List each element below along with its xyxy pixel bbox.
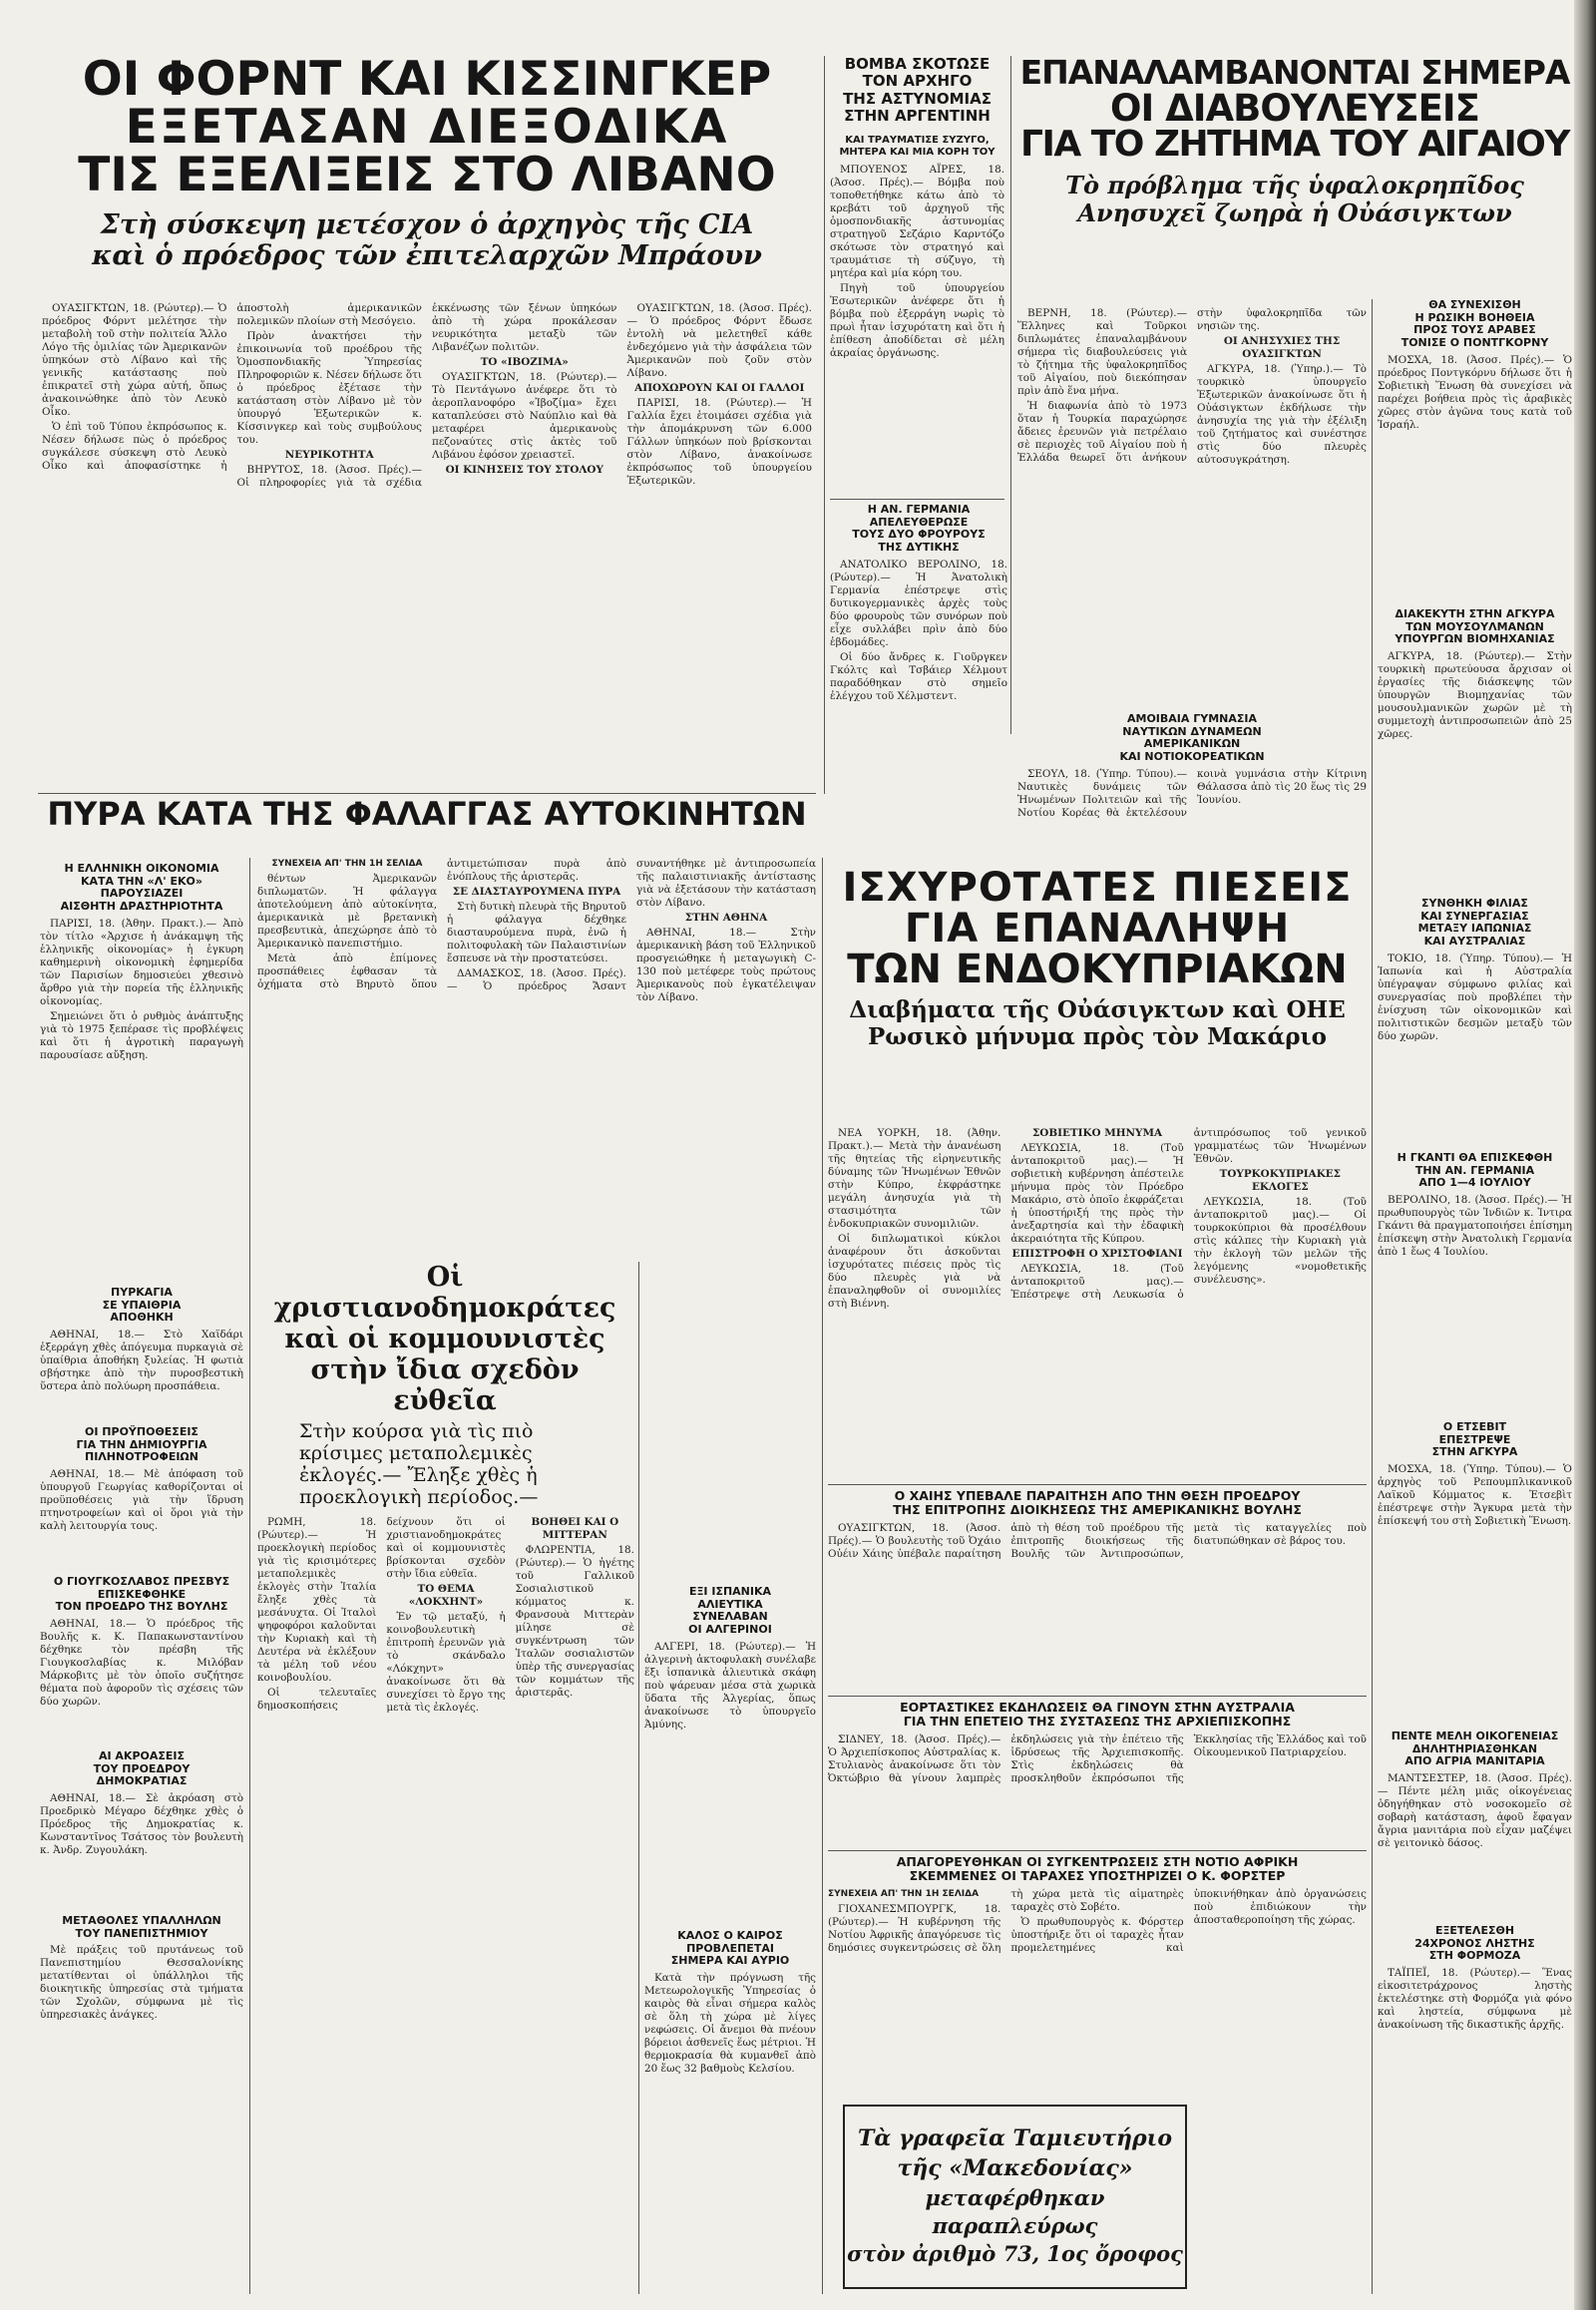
poultry-headline-3: ΠΙΛΗΝΟΤΡΟΦΕΙΩΝ xyxy=(84,1450,199,1464)
japan-australia-headline-3: ΜΕΤΑΞΥ ΙΑΠΩΝΙΑΣ xyxy=(1417,922,1532,936)
hearings-paragraph: ΑΘΗΝΑΙ, 18.— Σὲ ἀκρόαση στὸ Προεδρικὸ Μέγαρο δέχθηκε χθὲς ὁ Πρόεδρος τῆς Δημοκρατίας κ. Κωνσταντῖνος Τσάτσος τὸν βουλευτὴ κ. Ἀνδρ. Ζυγουλάκη. xyxy=(40,1791,243,1856)
italy-paragraph: ΦΛΩΡΕΝΤΙΑ, 18. (Ρώυτερ).— Ὁ ἡγέτης τοῦ Γαλλικοῦ Σοσιαλιστικοῦ κόμματος κ. Φρανσουὰ Μιττερὰν μίλησε σὲ συγκέντρωση τῶν Ἰταλῶν σοσιαλιστῶν ὑπὲρ τῆς συνεργασίας τῶν κομμάτων τῆς ἀριστερᾶς. xyxy=(515,1544,634,1699)
column-rule xyxy=(1010,56,1011,734)
main-headline-line-1: ΟΙ ΦΟΡΝΤ ΚΑΙ ΚΙΣΣΙΝΓΚΕΡ xyxy=(82,52,772,107)
column-rule xyxy=(249,858,250,2294)
main-headline-subtitle-1: Στὴ σύσκεψη μετέσχον ὁ ἀρχηγὸς τῆς CIA xyxy=(100,208,754,240)
cyprus-subhead: ΣΟΒΙΕΤΙΚΟ ΜΗΝΥΜΑ xyxy=(1031,1127,1163,1139)
main-article-paragraph: ΒΗΡΥΤΟΣ, 18. (Ἀσοσ. Πρές).— Οἱ πληροφορίες γιὰ τὰ σχέδια ἐκκένωσης τῶν ξένων ὑπηκόων ἀπὸ τὴ χώρα προκάλεσαν νευρικότητα μεταξὺ τῶν Λιβανέζων πολιτῶν. xyxy=(236,302,617,489)
italy-subhead: ΤΟ ΘΕΜΑ «ΛΟΚΧΗΝΤ» xyxy=(408,1583,484,1608)
naval-exercise-headline-4: ΚΑΙ ΝΟΤΙΟΚΟΡΕΑΤΙΚΩΝ xyxy=(1119,749,1265,763)
aegean-headline-block xyxy=(1015,53,1574,305)
main-article-subhead: ΝΕΥΡΙΚΟΤΗΤΑ xyxy=(284,449,374,461)
south-africa-headline-2: ΣΚΕΜΜΕΝΕΣ ΟΙ ΤΑΡΑΧΕΣ ΥΠΟΣΤΗΡΙΖΕΙ Ο Κ. ΦΟΡΣΤΕΡ xyxy=(909,1868,1286,1884)
cyprus-paragraph: ΝΕΑ ΥΟΡΚΗ, 18. (Ἀθην. Πρακτ.).— Μετὰ τὴν ἀνανέωση τῆς θητείας τῆς εἰρηνευτικῆς δύναμης τῶν Ἡνωμένων Ἐθνῶν στὴν Κύπρο, ἐκφράστηκε μεγάλη ἀνησυχία γιὰ τὴ στασιμότητα τῶν ἐνδοκυπριακῶν συνομιλιῶν. xyxy=(828,1127,1001,1230)
fire-convoy-paragraph: ΔΑΜΑΣΚΟΣ, 18. (Ἀσοσ. Πρές).— Ὁ πρόεδρος Ἄσαντ συναντήθηκε μὲ ἀντιπροσωπεία τῆς παλαιστινιακῆς ἀντίστασης γιὰ νὰ ἐξετάσουν τὴν κατάσταση στὸν Λίβανο. xyxy=(447,858,816,992)
fire-convoy-continuation: ΣΥΝΕΧΕΙΑ ΑΠ' ΤΗΝ 1Η ΣΕΛΙΔΑ xyxy=(271,859,423,869)
spain-algeria-article xyxy=(644,1586,816,1815)
cyprus-headline-line-1: ΙΣΧΥΡΟΤΑΤΕΣ ΠΙΕΣΕΙΣ xyxy=(842,865,1353,911)
main-article-paragraph: ΟΥΑΣΙΓΚΤΩΝ, 18. (Ρώυτερ).— Τὸ Πεντάγωνο ἀνέφερε ὅτι τὸ ἀεροπλανοφόρο «Ἰβοζίμα» ἔχει καταπλεύσει στὸ Ναύπλιο καὶ θὰ μεταφέρει ἀμερικανοὺς πεζοναύτες στὶς ἀκτὲς τοῦ Λιβάνου ἐφόσον χρειαστεῖ. xyxy=(432,371,617,461)
advert-line-2: τῆς «Μακεδονίας» xyxy=(897,2154,1133,2181)
section-rule xyxy=(828,1850,1367,1851)
athens-fire-paragraph: ΑΘΗΝΑΙ, 18.— Στὸ Χαϊδάρι ἐξερράγη χθὲς ἀπόγευμα πυρκαγιὰ σὲ ὑπαίθρια ἀποθήκη ξυλείας. Ἡ φωτιὰ σβήστηκε ἀπὸ τὴν πυροσβεστικὴ ὕστερα ἀπὸ πολύωρη προσπάθεια. xyxy=(40,1328,243,1392)
section-rule xyxy=(830,499,1004,500)
australia-paragraph: ΣΙΔΝΕΥ, 18. (Ἀσοσ. Πρές).— Ὁ Ἀρχιεπίσκοπος Αὐστραλίας κ. Στυλιανὸς ἀνακοίνωσε ὅτι τὸν Ὀκτώβριο θὰ γίνουν λαμπρὲς ἐκδηλώσεις γιὰ τὴν ἐπέτειο τῆς ἱδρύσεως τῆς Ἀρχιεπισκοπῆς. Στὶς ἐκδηλώσεις θὰ προσκληθοῦν ἐκπρόσωποι τῆς Ἐκκλησίας τῆς Ἑλλάδος καὶ τοῦ Οἰκουμενικοῦ Πατριαρχείου. xyxy=(828,1732,1367,1784)
university-paragraph: Μὲ πράξεις τοῦ πρυτάνεως τοῦ Πανεπιστημίου Θεσσαλονίκης μετατίθενται οἱ ὑπάλληλοι τῆς διοικητικῆς ὑπηρεσίας στὰ τμήματα τῶν Σχολῶν, σύμφωνα μὲ τὶς ὑπηρεσιακὲς ἀνάγκες. xyxy=(40,1944,243,2022)
south-africa-continuation: ΣΥΝΕΧΕΙΑ ΑΠ' ΤΗΝ 1Η ΣΕΛΙΔΑ xyxy=(828,1888,980,1899)
turkey-muslims-article xyxy=(1378,608,1572,868)
main-headline-line-2: ΕΞΕΤΑΣΑΝ ΔΙΕΞΟΔΙΚΑ xyxy=(125,99,729,155)
aegean-headline-line-2: ΟΙ ΔΙΑΒΟΥΛΕΥΣΕΙΣ xyxy=(1110,86,1479,130)
turkey-muslims-headline-2: ΤΩΝ ΜΟΥΣΟΥΛΜΑΝΩΝ xyxy=(1405,619,1544,633)
main-article-body xyxy=(42,302,812,786)
cyprus-subtitle-2: Ρωσικὸ μήνυμα πρὸς τὸν Μακάριο xyxy=(867,1022,1327,1050)
economy-headline-1: Η ΕΛΛΗΝΙΚΗ ΟΙΚΟΝΟΜΙΑ xyxy=(64,862,219,875)
haig-article xyxy=(828,1489,1367,1689)
haig-headline-1: Ο ΧΑΙΗΣ ΥΠΕΒΑΛΕ ΠΑΡΑΙΤΗΣΗ ΑΠΟ ΤΗΝ ΘΕΣΗ ΠΡΟΕΔΡΟΥ xyxy=(894,1488,1301,1503)
university-article xyxy=(40,1915,243,2294)
aegean-headline-line-1: ΕΠΑΝΑΛΑΜΒΑΝΟΝΤΑΙ ΣΗΜΕΡΑ xyxy=(1019,53,1570,92)
advert-line-3: μεταφέρθηκαν παραπλεύρως xyxy=(925,2184,1105,2239)
main-article-paragraph: Ὁ ἐπὶ τοῦ Τύπου ἐκπρόσωπος κ. Νέσεν δήλωσε πὼς ὁ πρόεδρος συγκάλεσε σύσκεψη στὸ Λευκὸ Οἶκο καὶ ἀποφασίστηκε ἡ ἀποστολὴ ἀμερικανικῶν πολεμικῶν πλοίων στὴ Μεσόγειο. xyxy=(42,302,422,472)
south-africa-paragraph: ΓΙΟΧΑΝΕΣΜΠΟΥΡΓΚ, 18. (Ρώυτερ).— Ἡ κυβέρνηση τῆς Νοτίου Ἀφρικῆς ἀπαγόρευσε τὶς δημόσιες συγκεντρώσεις σὲ ὅλη τὴ χώρα μετὰ τὶς αἱματηρὲς ταραχὲς στὸ Σοβέτο. xyxy=(828,1887,1184,1954)
italy-subhead: ΒΟΗΘΕΙ ΚΑΙ Ο ΜΙΤΤΕΡΑΝ xyxy=(531,1516,619,1541)
spain-algeria-headline-1: ΕΞΙ ΙΣΠΑΝΙΚΑ xyxy=(688,1585,772,1598)
fire-convoy-headline: ΠΥΡΑ ΚΑΤΑ ΤΗΣ ΦΑΛΑΓΓΑΣ ΑΥΤΟΚΙΝΗΤΩΝ xyxy=(47,795,807,833)
australia-headline-2: ΓΙΑ ΤΗΝ ΕΠΕΤΕΙΟ ΤΗΣ ΣΥΣΤΑΣΕΩΣ ΤΗΣ ΑΡΧΙΕΠΙΣΚΟΠΗΣ xyxy=(903,1714,1292,1730)
economy-paragraph: ΠΑΡΙΣΙ, 18. (Ἀθην. Πρακτ.).— Ἀπὸ τὸν τίτλο «Ἀρχισε ἡ ἀνάκαμψη τῆς ἑλληνικῆς οἰκονομίας» ἡ ἐγκυρη καθημερινὴ οἰκονομικὴ ἐφημερίδα τῶν Παρισίων δημοσιεύει χθεσινὸ ἄρθρο γιὰ τὴν πορεία τῆς ἑλληνικῆς οἰκονομίας. xyxy=(40,917,243,1007)
russian-aid-headline-4: ΤΟΝΙΣΕ Ο ΠΟΝΤΓΚΟΡΝΥ xyxy=(1400,335,1549,349)
gandhi-article xyxy=(1378,1152,1572,1401)
uk-family-headline-2: ΔΗΛΗΤΗΡΙΑΣΘΗΚΑΝ xyxy=(1411,1741,1538,1755)
yugoslav-headline-3: ΤΟΝ ΠΡΟΕΔΡΟ ΤΗΣ ΒΟΥΛΗΣ xyxy=(55,1600,228,1614)
economy-headline-2: ΚΑΤΑ ΤΗΝ «Λ' ΕΚΟ» xyxy=(81,874,202,888)
turkey-muslims-paragraph: ΑΓΚΥΡΑ, 18. (Ρώυτερ).— Στὴν τουρκικὴ πρωτεύουσα ἄρχισαν οἱ ἐργασίες τῆς διάσκεψης τῶν ὑπουργῶν Βιομηχανίας τῶν μουσουλμανικῶν χωρῶν μὲ τὴ συμμετοχὴ ἀντιπροσωπειῶν ἀπὸ 25 χῶρες. xyxy=(1378,649,1572,740)
fire-convoy-paragraph: θέντων Ἀμερικανῶν διπλωματῶν. Ἡ φάλαγγα ἀποτελούμενη ἀπὸ αὐτοκίνητα, ἀμερικανικὰ μὲ βρετανικὴ πρεσβευτικὰ, ἀπεχώρησε ἀπὸ τὸ Ἀμερικανικὸ πανεπιστήμιο. xyxy=(257,873,437,950)
aegean-subtitle-1: Τὸ πρόβλημα τῆς ὑφαλοκρηπῖδος xyxy=(1065,171,1524,200)
uk-family-headline-1: ΠΕΝΤΕ ΜΕΛΗ ΟΙΚΟΓΕΝΕΙΑΣ xyxy=(1391,1730,1559,1742)
weather-headline-2: ΠΡΟΒΛΕΠΕΤΑΙ xyxy=(686,1941,774,1955)
cyprus-subhead: ΤΟΥΡΚΟΚΥΠΡΙΑΚΕΣ ΕΚΛΟΓΕΣ xyxy=(1219,1168,1342,1193)
yugoslav-headline-1: Ο ΓΙΟΥΓΚΟΣΛΑΒΟΣ ΠΡΕΣΒΥΣ xyxy=(53,1575,230,1588)
japan-australia-headline-4: ΚΑΙ ΑΥΣΤΡΑΛΙΑΣ xyxy=(1423,934,1526,948)
germany-guards-headline-2: ΑΠΕΛΕΥΘΕΡΩΣΕ xyxy=(869,515,969,529)
italy-lead-block xyxy=(299,1421,618,1511)
argentina-headline-4: ΣΤΗΝ ΑΡΓΕΝΤΙΝΗ xyxy=(844,106,991,125)
aegean-article-body xyxy=(1017,307,1367,746)
cyprus-headline-line-3: ΤΩΝ ΕΝΔΟΚΥΠΡΙΑΚΩΝ xyxy=(847,946,1348,992)
russian-aid-article xyxy=(1378,299,1572,598)
main-article-paragraph: ΟΥΑΣΙΓΚΤΩΝ, 18. (Ἀσοσ. Πρές).— Ὁ πρόεδρος Φόρντ ἔδωσε ἐντολὴ νὰ μελετηθεῖ κάθε ἐνδεχόμενο γιὰ τὴν ἀσφάλεια τῶν Ἀμερικανῶν ποὺ ζοῦν στὸν Λίβανο. xyxy=(626,302,812,379)
russian-aid-headline-1: ΘΑ ΣΥΝΕΧΙΣΘΗ xyxy=(1428,298,1521,311)
cyprus-paragraph: ΛΕΥΚΩΣΙΑ, 18. (Τοῦ ἀνταποκριτοῦ μας).— Οἱ τουρκοκύπριοι θὰ προσέλθουν στὶς κάλπες τὴν Κυριακὴ γιὰ τὴν ἐκλογὴ τῶν μελῶν τῆς λεγόμενης «νομοθετικῆς συνέλευσης». xyxy=(1193,1196,1367,1286)
italy-paragraph: Οἱ τελευταῖες δημοσκοπήσεις δείχνουν ὅτι οἱ χριστιανοδημοκράτες καὶ οἱ κομμουνιστὲς βρίσκονται σχεδὸν στὴν ἴδια εὐθεῖα. xyxy=(257,1516,506,1712)
italy-paragraph: ΡΩΜΗ, 18. (Ρώυτερ).— Ἡ προεκλογικὴ περίοδος γιὰ τὶς κρισιμότερες μεταπολεμικὲς ἐκλογὲς στὴν Ἰταλία ἔληξε χθὲς τὰ μεσάνυχτα. Οἱ Ἰταλοὶ ψηφοφόροι καλοῦνται τὴν Κυριακὴ καὶ τὴ Δευτέρα νὰ ἐκλέξουν τὰ μέλη τοῦ νέου κοινοβουλίου. xyxy=(257,1516,377,1684)
uk-family-paragraph: ΜΑΝΤΣΕΣΤΕΡ, 18. (Ἀσοσ. Πρές).— Πέντε μέλη μιᾶς οἰκογένειας ὁδηγήθηκαν στὸ νοσοκομεῖο σὲ σοβαρὴ κατάσταση, ἀφοῦ ἔφαγαν ἄγρια μανιτάρια ποὺ εἶχαν μαζέψει σὲ γειτονικὸ δάσος. xyxy=(1378,1771,1572,1849)
germany-guards-headline-1: Η ΑΝ. ΓΕΡΜΑΝΙΑ xyxy=(867,503,971,516)
argentina-headline-2: ΤΟΝ ΑΡΧΗΓΟ xyxy=(862,72,973,91)
yugoslav-headline-2: ΕΠΙΣΚΕΦΘΗΚΕ xyxy=(97,1587,187,1601)
main-headline-line-3: ΤΙΣ ΕΞΕΛΙΞΕΙΣ ΣΤΟ ΛΙΒΑΝΟ xyxy=(78,147,776,202)
cyprus-paragraph: Οἱ διπλωματικοὶ κύκλοι ἀναφέρουν ὅτι ἀσκοῦνται ἰσχυρότατες πιέσεις πρὸς τὶς δύο πλευρὲς γιὰ νὰ ἐπαναληφθοῦν οἱ συνομιλίες στὴ Βιέννη. xyxy=(828,1233,1001,1310)
main-headline-subtitle-2: καὶ ὁ πρόεδρος τῶν ἐπιτελαρχῶν Μπράουν xyxy=(92,239,762,271)
cyprus-subhead: ΕΠΙΣΤΡΟΦΗ Ο ΧΡΙΣΤΟΦΙΑΝΙ xyxy=(1011,1248,1183,1260)
germany-guards-headline-3: ΤΟΥΣ ΔΥΟ ΦΡΟΥΡΟΥΣ xyxy=(852,528,986,542)
fire-convoy-headline-block xyxy=(38,795,816,858)
cyprus-headline-line-2: ΓΙΑ ΕΠΑΝΑΛΗΨΗ xyxy=(904,905,1291,952)
athens-fire-article xyxy=(40,1287,243,1416)
advert-line-4: στὸν ἀριθμὸ 73, 1ος ὄροφος xyxy=(847,2241,1183,2267)
uk-family-article xyxy=(1378,1731,1572,1910)
athens-fire-headline-2: ΣΕ ΥΠΑΙΘΡΙΑ xyxy=(102,1298,182,1312)
gandhi-headline-3: ΑΠΟ 1—4 ΙΟΥΛΙΟΥ xyxy=(1418,1176,1531,1190)
japan-australia-paragraph: ΤΟΚΙΟ, 18. (Ὑπηρ. Τύπου).— Ἡ Ἰαπωνία καὶ ἡ Αὐστραλία ὑπέγραψαν σύμφωνο φιλίας καὶ συνεργασίας ποὺ προβλέπει τὴν ἐνίσχυση τῶν οἰκονομικῶν καὶ πολιτιστικῶν δεσμῶν μεταξὺ τῶν δύο χωρῶν. xyxy=(1378,952,1572,1042)
fire-convoy-body xyxy=(257,858,816,1257)
yugoslav-paragraph: ΑΘΗΝΑΙ, 18.— Ὁ πρόεδρος τῆς Βουλῆς κ. Κ. Παπακωνσταντίνου δέχθηκε τὸν πρέσβη τῆς Γιουγκοσλαβίας κ. Μιλόβαν Μάρκοβιτς μὲ τὸν ὁποῖο συζήτησε θέματα ποὺ ἀφοροῦν τὶς σχέσεις τῶν δύο χωρῶν. xyxy=(40,1617,243,1708)
athens-fire-headline-3: ΑΠΟΘΗΚΗ xyxy=(110,1311,174,1325)
taiwan-headline-3: ΣΤΗ ΦΟΡΜΟΖΑ xyxy=(1428,1949,1521,1963)
weather-headline-3: ΣΗΜΕΡΑ ΚΑΙ ΑΥΡΙΟ xyxy=(670,1954,790,1968)
fire-convoy-paragraph: Στὴ δυτικὴ πλευρὰ τῆς Βηρυτοῦ ἡ φάλαγγα δέχθηκε διασταυρούμενα πυρὰ, ἐνῶ ἡ πολιτοφυλακὴ τῶν Παλαιστινίων ἔσπευσε νὰ τὴν προστατεύσει. xyxy=(447,901,626,964)
naval-exercise-headline-3: ΑΜΕΡΙΚΑΝΙΚΩΝ xyxy=(1143,737,1241,751)
aegean-subhead: ΟΙ ΑΝΗΣΥΧΙΕΣ ΤΗΣ ΟΥΑΣΙΓΚΤΩΝ xyxy=(1223,335,1341,360)
aegean-paragraph: ΒΕΡΝΗ, 18. (Ρώυτερ).— Ἕλληνες καὶ Τοῦρκοι διπλωμάτες ἐπαναλαμβάνουν σήμερα τὶς διαβουλεύσεις γιὰ τὸ ζήτημα τῆς ὑφαλοκρηπῖδος τοῦ Αἰγαίου, ποὺ διεκόπησαν πρὶν ἀπὸ ἕνα μήνα. xyxy=(1017,307,1187,397)
naval-exercise-paragraph: ΣΕΟΥΛ, 18. (Ὑπηρ. Τύπου).— Ναυτικὲς δυνάμεις τῶν Ἡνωμένων Πολιτειῶν καὶ τῆς Νοτίου Κορέας θὰ ἐκτελέσουν κοινὰ γυμνάσια στὴν Κίτρινη Θάλασσα ἀπὸ τὶς 20 ἕως τὶς 29 Ἰουνίου. xyxy=(1017,767,1367,819)
spain-algeria-paragraph: ΑΛΓΕΡΙ, 18. (Ρώυτερ).— Ἡ ἀλγερινὴ ἀκτοφυλακὴ συνέλαβε ἕξι ἰσπανικὰ ἁλιευτικὰ σκάφη ποὺ ψάρευαν μέσα στὰ χωρικὰ ὕδατα τῆς Ἀλγερίας, ὅπως ἀνακοίνωσε τὸ ὑπουργεῖο Ἀμύνης. xyxy=(644,1640,816,1731)
main-article-subhead: ΟΙ ΚΙΝΗΣΕΙΣ ΤΟΥ ΣΤΟΛΟΥ xyxy=(445,464,603,476)
turkey-muslims-headline-1: ΔΙΑΚΕΚΥΤΗ ΣΤΗΝ ΑΓΚΥΡΑ xyxy=(1395,607,1555,620)
weather-paragraph: Κατὰ τὴν πρόγνωση τῆς Μετεωρολογικῆς Ὑπηρεσίας ὁ καιρὸς θὰ εἶναι σήμερα καλὸς σὲ ὅλη τὴ χώρα μὲ λίγες νεφώσεις. Οἱ ἄνεμοι θὰ πνέουν βόρειοι ἀσθενεῖς ἕως μέτριοι. Ἡ θερμοκρασία θὰ κυμανθεῖ ἀπὸ 20 ἕως 32 βαθμοὺς Κελσίου. xyxy=(644,1971,816,2075)
economy-headline-4: ΑΙΣΘΗΤΗ ΔΡΑΣΤΗΡΙΟΤΗΤΑ xyxy=(60,899,223,913)
esevit-article xyxy=(1378,1421,1572,1651)
column-rule xyxy=(822,858,823,2294)
italy-lead: Στὴν κούρσα γιὰ τὶς πιὸ κρίσιμες μεταπολεμικὲς ἐκλογές.— Ἔληξε χθὲς ἡ προεκλογικὴ περίοδος.— xyxy=(299,1420,539,1508)
spain-algeria-headline-4: ΟΙ ΑΛΓΕΡΙΝΟΙ xyxy=(688,1622,772,1636)
section-rule xyxy=(38,793,816,794)
university-headline-1: ΜΕΤΑΘΟΛΕΣ ΥΠΑΛΛΗΛΩΝ xyxy=(62,1914,221,1927)
aegean-paragraph: Ἡ διαφωνία ἀπὸ τὸ 1973 ὅταν ἡ Τουρκία παραχώρησε ἄδειες ἐρευνῶν γιὰ πετρέλαιο σὲ περιοχὲς τοῦ Αἰγαίου ποὺ ἡ Ἑλλάδα θεωρεῖ ὅτι ἀνήκουν στὴν ὑφαλοκρηπῖδα τῶν νησιῶν της. xyxy=(1017,307,1367,464)
japan-australia-article xyxy=(1378,898,1572,1147)
germany-guards-article xyxy=(830,503,1007,702)
italy-headline-block xyxy=(255,1262,634,1421)
japan-australia-headline-2: ΚΑΙ ΣΥΝΕΡΓΑΣΙΑΣ xyxy=(1420,909,1529,923)
uk-family-headline-3: ΑΠΟ ΑΓΡΙΑ ΜΑΝΙΤΑΡΙΑ xyxy=(1404,1754,1545,1768)
column-rule xyxy=(1372,299,1373,2294)
haig-paragraph: ΟΥΑΣΙΓΚΤΩΝ, 18. (Ἀσοσ. Πρές).— Ὁ βουλευτὴς τοῦ Ὀχάιο Οὐέιν Χάιης ὑπέβαλε παραίτηση ἀπὸ τὴ θέση τοῦ προέδρου τῆς ἐπιτροπῆς διοικήσεως τῆς Βουλῆς τῶν Ἀντιπροσώπων, μετὰ τὶς καταγγελίες ποὺ διατυπώθηκαν σὲ βάρος του. xyxy=(828,1521,1367,1560)
argentina-subhead: ΚΑΙ ΤΡΑΥΜΑΤΙΣΕ ΣΥΖΥΓΟ, ΜΗΤΕΡΑ ΚΑΙ ΜΙΑ ΚΟΡΗ ΤΟΥ xyxy=(839,135,996,158)
cyprus-subtitle-1: Διαβήματα τῆς Οὐάσιγκτων καὶ ΟΗΕ xyxy=(849,996,1346,1024)
aegean-subtitle-2: Ανησυχεῖ ζωηρὰ ἡ Οὐάσιγκτων xyxy=(1077,197,1512,227)
hearings-headline-3: ΔΗΜΟΚΡΑΤΙΑΣ xyxy=(96,1774,188,1788)
advert-line-1: Τὰ γραφεῖα Ταμιευτήριο xyxy=(858,2125,1172,2152)
university-headline-2: ΤΟΥ ΠΑΝΕΠΙΣΤΗΜΙΟΥ xyxy=(75,1926,208,1940)
spain-algeria-headline-2: ΑΛΙΕΥΤΙΚΑ xyxy=(697,1597,763,1611)
athens-fire-headline-1: ΠΥΡΚΑΓΙΑ xyxy=(111,1286,173,1299)
italy-headline-2: καὶ οἱ κομμουνιστὲς xyxy=(284,1324,605,1355)
russian-aid-headline-3: ΠΡΟΣ ΤΟΥΣ ΑΡΑΒΕΣ xyxy=(1413,323,1536,337)
cyprus-paragraph: ΛΕΥΚΩΣΙΑ, 18. (Τοῦ ἀνταποκριτοῦ μας).— Ἐπέστρεψε στὴ Λευκωσία ὁ ἀντιπρόσωπος τοῦ γενικοῦ γραμματέως τῶν Ἡνωμένων Ἐθνῶν. xyxy=(1010,1127,1367,1301)
russian-aid-headline-2: Η ΡΩΣΙΚΗ ΒΟΗΘΕΙΑ xyxy=(1414,310,1535,324)
main-article-subhead: ΤΟ «ΙΒΟΖΙΜΑ» xyxy=(480,356,569,368)
naval-exercise-headline-1: ΑΜΟΙΒΑΙΑ ΓΥΜΝΑΣΙΑ xyxy=(1127,712,1257,725)
cyprus-body xyxy=(828,1127,1367,1481)
weather-article xyxy=(644,1930,816,2289)
gandhi-headline-2: ΤΗΝ ΑΝ. ΓΕΡΜΑΝΙΑ xyxy=(1414,1163,1535,1177)
south-africa-headline-1: ΑΠΑΓΟΡΕΥΘΗΚΑΝ ΟΙ ΣΥΓΚΕΝΤΡΩΣΕΙΣ ΣΤΗ ΝΟΤΙΟ ΑΦΡΙΚΗ xyxy=(896,1854,1299,1869)
main-article-paragraph: ΟΥΑΣΙΓΚΤΩΝ, 18. (Ρώυτερ).— Ὁ πρόεδρος Φόρντ μελέτησε τὴν μεταβολὴ τοῦ στὴν πολιτεία Ἄλλο Λόγο τῆς ὁμιλίας τῶν Ἀμερικανῶν ὑπηκόων στὸ Λίβανο καὶ τῆς γενικῆς κατάστασης ποὺ ἐπικρατεῖ στὴ χώρα αὐτή, ὅπως ἀνακοινώθηκε ἀπὸ τὸν Λευκὸ Οἶκο. xyxy=(42,302,227,418)
japan-australia-headline-1: ΣΥΝΘΗΚΗ ΦΙΛΙΑΣ xyxy=(1421,897,1528,910)
poultry-headline-1: ΟΙ ΠΡΟΫΠΟΘΕΣΕΙΣ xyxy=(85,1425,199,1438)
main-article-paragraph: Πρὸν ἀνακτήσει τὴν ἐπικοινωνία τοῦ προέδρου τῆς Ὁμοσπονδιακῆς Ὑπηρεσίας Πληροφοριῶν κ. Νέσεν δήλωσε ὅτι ὁ πρόεδρος ἐξέτασε τὴν κατάσταση στὸν Λίβανο μὲ τὸν ὑπουργό Ἐξωτερικῶν κ. Κίσσινγκερ καὶ τοὺς συμβούλους του. xyxy=(236,330,422,446)
esevit-headline-3: ΣΤΗΝ ΑΓΚΥΡΑ xyxy=(1431,1445,1518,1459)
main-headline-block xyxy=(38,52,816,297)
italy-headline-1: Οἱ χριστιανοδημοκράτες xyxy=(273,1262,616,1325)
gandhi-headline-1: Η ΓΚΑΝΤΙ ΘΑ ΕΠΙΣΚΕΦΘΗ xyxy=(1396,1151,1553,1164)
germany-guards-paragraph: Οἱ δύο ἄνδρες κ. Γιοῦργκεν Γκόλτς καὶ Τσβάιερ Χέλμουτ παραδόθηκαν στὸ σημεῖο ἐλέγχου τοῦ Χέλμστεντ. xyxy=(830,650,1007,702)
taiwan-headline-2: 24ΧΡΟΝΟΣ ΛΗΣΤΗΣ xyxy=(1414,1936,1535,1950)
russian-aid-paragraph: ΜΟΣΧΑ, 18. (Ἀσοσ. Πρές).— Ὁ πρόεδρος Ποντγκόρνυ δήλωσε ὅτι ἡ Σοβιετικὴ Ἕνωση θὰ συνεχίσει νὰ παρέχει βοήθεια πρὸς τὶς ἀραβικὲς χῶρες στὸν ἀγῶνα τους κατὰ τοῦ Ἰσραήλ. xyxy=(1378,353,1572,431)
spain-algeria-headline-3: ΣΥΝΕΛΑΒΑΝ xyxy=(692,1610,768,1624)
haig-headline-2: ΤΗΣ ΕΠΙΤΡΟΠΗΣ ΔΙΟΙΚΗΣΕΩΣ ΤΗΣ ΑΜΕΡΙΚΑΝΙΚΗΣ ΒΟΥΛΗΣ xyxy=(893,1502,1302,1518)
fire-convoy-paragraph: ΑΘΗΝΑΙ, 18.— Στὴν ἀμερικανικὴ βάση τοῦ Ἑλληνικοῦ προσγειώθηκε ἡ μεταγωγικὴ C-130 ποὺ μετέφερε τοὺς πρώτους Ἀμερικανοὺς ποὺ ἐγκατέλειψαν τὸν Λίβανο. xyxy=(636,927,816,1003)
germany-guards-paragraph: ΑΝΑΤΟΛΙΚΟ ΒΕΡΟΛΙΝΟ, 18. (Ρώυτερ).— Ἡ Ἀνατολικὴ Γερμανία ἐπέστρεψε στὶς δυτικογερμανικὲς ἀρχὲς τοὺς δύο φρουροὺς τῶν συνόρων ποὺ εἶχε συλλάβει πρὶν ἀπὸ δύο ἑβδομάδες. xyxy=(830,558,1007,648)
main-article-paragraph: ΠΑΡΙΣΙ, 18. (Ρώυτερ).— Ἡ Γαλλία ἔχει ἑτοιμάσει σχέδια γιὰ τὴν ἀπομάκρυνση τῶν 6.000 Γάλλων ὑπηκόων ποὺ βρίσκονται στὸν Λίβανο, ἀνακοίνωσε ἐκπρόσωπος τοῦ ὑπουργείου Ἐξωτερικῶν. xyxy=(626,397,812,487)
advert-box xyxy=(843,2105,1187,2289)
germany-guards-headline-4: ΤΗΣ ΔΥΤΙΚΗΣ xyxy=(878,540,960,554)
argentina-paragraph: Πηγὴ τοῦ ὑπουργείου Ἐσωτερικῶν ἀνέφερε ὅτι ἡ βόμβα ποὺ ἐξερράγη νωρὶς τὸ πρωὶ ἦταν ἰσχυρότατη καὶ ὅτι ἡ ἐπίθεση ἀποδίδεται σὲ μέλη ἀκραίας ὀργάνωσης. xyxy=(830,282,1004,359)
economy-paragraph: Σημειώνει ὅτι ὁ ρυθμὸς ἀνάπτυξης γιὰ τὸ 1975 ξεπέρασε τὶς προβλέψεις καὶ ὅτι ἡ ἀγροτικὴ παραγωγὴ παρουσίασε αὔξηση. xyxy=(40,1009,243,1061)
hearings-headline-1: ΑΙ ΑΚΡΟΑΣΕΙΣ xyxy=(98,1749,186,1762)
hearings-headline-2: ΤΟΥ ΠΡΟΕΔΡΟΥ xyxy=(93,1761,191,1775)
poultry-headline-2: ΓΙΑ ΤΗΝ ΔΗΜΙΟΥΡΓΙΑ xyxy=(76,1437,207,1451)
poultry-paragraph: ΑΘΗΝΑΙ, 18.— Μὲ ἀπόφαση τοῦ ὑπουργοῦ Γεωργίας καθορίζονται οἱ προϋποθέσεις γιὰ τὴν ἵδρυση πτηνοτροφείων καὶ οἱ ὅροι γιὰ τὴν καλὴ λειτουργία τους. xyxy=(40,1467,243,1532)
italy-headline-3: στὴν ἴδια σχεδὸν εὐθεῖα xyxy=(310,1354,580,1417)
fire-convoy-paragraph: Μετὰ ἀπὸ ἐπίμονες προσπάθειες ἐφθασαν τὰ ὀχήματα στὸ Βηρυτὸ ὅπου ἀντιμετώπισαν πυρὰ ἀπὸ ἐνόπλους τῆς ἀριστερᾶς. xyxy=(257,858,626,990)
taiwan-article xyxy=(1378,1925,1572,2294)
yugoslav-article xyxy=(40,1576,243,1735)
argentina-paragraph: ΜΠΟΥΕΝΟΣ ΑΪΡΕΣ, 18. (Ἀσοσ. Πρές).— Βόμβα ποὺ τοποθετήθηκε κάτω ἀπὸ τὸ κρεβάτι τοῦ ἀρχηγοῦ τῆς ὁμοσπονδιακῆς ἀστυνομίας στρατηγοῦ Σεζάριο Καρντόζο σκότωσε τὸν στρατηγό καὶ τραυμάτισε τὴ σύζυγο, τὴ μητέρα καὶ μία κόρη του. xyxy=(830,164,1004,279)
hearings-article xyxy=(40,1750,243,1900)
column-rule xyxy=(638,1262,639,2294)
australia-article xyxy=(828,1701,1367,1845)
argentina-headline-3: ΤΗΣ ΑΣΤΥΝΟΜΙΑΣ xyxy=(843,89,992,108)
south-africa-article xyxy=(828,1855,1367,2045)
cyprus-paragraph: ΛΕΥΚΩΣΙΑ, 18. (Τοῦ ἀνταποκριτοῦ μας).— Ἡ σοβιετικὴ κυβέρνηση ἀπέστειλε μήνυμα πρὸς τὸν Πρόεδρο Μακάριο, στὸ ὁποῖο ἐκφράζεται ἡ ὑποστήριξή της πρὸς τὴν ἀνεξαρτησία καὶ τὴν ἐδαφικὴ ἀκεραιότητα τῆς Κύπρου. xyxy=(1010,1142,1184,1245)
italy-paragraph: Ἐν τῷ μεταξύ, ἡ κοινοβουλευτικὴ ἐπιτροπὴ ἐρευνῶν γιὰ τὸ σκάνδαλο «Λόκχηντ» ἀνακοίνωσε ὅτι θὰ συνεχίσει τὸ ἔργο της μετὰ τὶς ἐκλογές. xyxy=(386,1611,506,1714)
esevit-headline-2: ΕΠΕΣΤΡΕΨΕ xyxy=(1438,1432,1511,1446)
aegean-headline-line-3: ΓΙΑ ΤΟ ΖΗΤΗΜΑ ΤΟΥ ΑΙΓΑΙΟΥ xyxy=(1020,124,1569,166)
column-rule xyxy=(824,56,825,794)
cyprus-headline-block xyxy=(828,865,1367,1122)
australia-headline-1: ΕΟΡΤΑΣΤΙΚΕΣ ΕΚΔΗΛΩΣΕΙΣ ΘΑ ΓΙΝΟΥΝ ΣΤΗΝ ΑΥΣΤΡΑΛΙΑ xyxy=(900,1700,1295,1715)
section-rule xyxy=(828,1696,1367,1697)
economy-headline-3: ΠΑΡΟΥΣΙΑΖΕΙ xyxy=(100,887,184,901)
italy-body xyxy=(257,1516,634,2294)
main-article-subhead: ΑΠΟΧΩΡΟΥΝ ΚΑΙ ΟΙ ΓΑΛΛΟΙ xyxy=(634,382,805,394)
argentina-headline-1: ΒΟΜΒΑ ΣΚΟΤΩΣΕ xyxy=(844,55,991,73)
south-africa-paragraph: Ὁ πρωθυπουργὸς κ. Φόρστερ ὑποστήριξε ὅτι οἱ ταραχὲς ἦταν προμελετημένες καὶ ὑποκινήθηκαν ἀπὸ ὀργανώσεις ποὺ ἐπιδιώκουν τὴν ἀποσταθεροποίηση τῆς χώρας. xyxy=(1010,1887,1367,1954)
taiwan-paragraph: ΤΑΪΠΕΪ, 18. (Ρώυτερ).— Ἕνας εἰκοσιτετράχρονος ληστὴς ἐκτελέστηκε στὴ Φορμόζα γιὰ φόνο καὶ ληστεία, σύμφωνα μὲ ἀνακοίνωση τῆς δικαστικῆς ἀρχῆς. xyxy=(1378,1966,1572,2031)
page-fold-shadow xyxy=(1574,0,1596,2310)
naval-exercise-headline-2: ΝΑΥΤΙΚΩΝ ΔΥΝΑΜΕΩΝ xyxy=(1122,724,1262,738)
naval-exercise-article xyxy=(1017,713,1367,853)
poultry-article xyxy=(40,1426,243,1556)
economy-article xyxy=(40,863,243,1252)
turkey-muslims-headline-3: ΥΠΟΥΡΓΩΝ ΒΙΟΜΗΧΑΝΙΑΣ xyxy=(1395,632,1555,646)
esevit-headline-1: Ο ΕΤΣΕΒΙΤ xyxy=(1442,1420,1507,1433)
gandhi-paragraph: ΒΕΡΟΛΙΝΟ, 18. (Ἀσοσ. Πρές).— Ἡ πρωθυπουργὸς τῶν Ἰνδιῶν κ. Ἰντιρα Γκάντι θὰ πραγματοποιήσει ἐπίσημη ἐπίσκεψη στὴν Ἀνατολικὴ Γερμανία ἀπὸ 1 ἕως 4 Ἰουλίου. xyxy=(1378,1193,1572,1258)
taiwan-headline-1: ΕΞΕΤΕΛΕΣΘΗ xyxy=(1434,1924,1515,1937)
esevit-paragraph: ΜΟΣΧΑ, 18. (Ὑπηρ. Τύπου).— Ὁ ἀρχηγὸς τοῦ Ρεπουμπλικανικοῦ Λαϊκοῦ Κόμματος κ. Ἐτσεβὶτ ἐπέστρεψε στὴν Ἄγκυρα μετὰ τὴν ἐπίσκεψή του στὴ Σοβιετικὴ Ἕνωση. xyxy=(1378,1462,1572,1527)
weather-headline-1: ΚΑΛΟΣ Ο ΚΑΙΡΟΣ xyxy=(677,1929,783,1942)
fire-convoy-subhead: ΣΕ ΔΙΑΣΤΑΥΡΟΥΜΕΝΑ ΠΥΡΑ xyxy=(452,886,621,898)
section-rule xyxy=(828,1484,1367,1485)
fire-convoy-subhead: ΣΤΗΝ ΑΘΗΝΑ xyxy=(684,912,768,924)
aegean-paragraph: ΑΓΚΥΡΑ, 18. (Ὑπηρ.).— Τὸ τουρκικὸ ὑπουργεῖο Ἐξωτερικῶν ἀνακοίνωσε ὅτι ἡ Οὐάσιγκτων ἐκδήλωσε τὴν ἀνησυχία της γιὰ τὴν ἐξέλιξη τοῦ ζητήματος καὶ συνέστησε στὶς δύο πλευρὲς αὐτοσυγκράτηση. xyxy=(1197,363,1367,466)
